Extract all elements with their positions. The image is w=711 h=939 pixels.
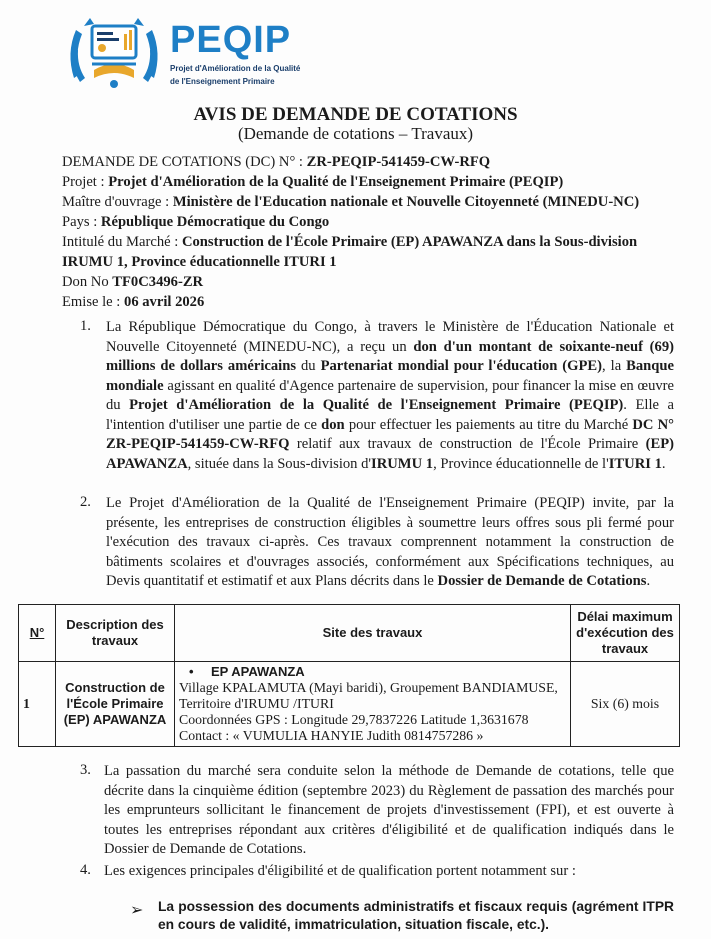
para1-text: relatif aux travaux de construction de l'École Primaire	[289, 436, 646, 452]
para1-bold: ITURI 1	[608, 455, 662, 472]
don-value: TF0C3496-ZR	[112, 274, 204, 290]
para1-text: , située dans la Sous-division d'	[187, 455, 372, 472]
works-table	[18, 604, 680, 747]
para3-number: 3.	[80, 762, 91, 778]
table-header-row	[19, 605, 680, 662]
para4-number: 4.	[80, 862, 91, 878]
para1-bold: don	[321, 416, 345, 433]
projet-label: Projet :	[62, 174, 109, 190]
para2-bold: Dossier de Demande de Cotations	[437, 573, 647, 589]
site-name	[179, 664, 566, 680]
site-contact: Contact : « VUMULIA HANYIE Judith 0814757286 »	[179, 728, 484, 743]
para1-text: La République Démocratique du Congo, à travers le Ministère de l'Éducation Nationale et Nouvelle Citoyenneté (MINEDU-NC), a reçu un	[106, 319, 674, 355]
brand-subtitle-line-2: de l'Enseignement Primaire	[170, 77, 275, 86]
para1-text: .	[661, 455, 666, 472]
cell-description: Construction de l'École Primaire (EP) APAWANZA	[56, 662, 175, 747]
para1-bold: DC N° ZR-PEQIP-541459-CW-RFQ	[106, 416, 675, 452]
para1-bold: IRUMU 1	[371, 455, 434, 472]
notice-metadata	[62, 152, 702, 312]
site-address: Village KPALAMUTA (Mayi baridi), Groupement BANDIAMUSE, Territoire d'IRUMU /ITURI	[179, 680, 558, 711]
projet-value: Projet d'Amélioration de la Qualité de l'Enseignement Primaire (PEQIP)	[108, 174, 564, 190]
para1-bold: Banque mondiale	[106, 358, 675, 394]
para1	[106, 318, 674, 474]
para1-text: pour effectuer les paiements au titre du Marché	[344, 416, 633, 433]
para1-bold: Partenariat mondial pour l'éducation (GPE)	[320, 358, 603, 374]
cell-site	[175, 662, 571, 747]
cell-delai: Six (6) mois	[571, 662, 680, 747]
para1-text: . Elle a l'intention d'utiliser une partie de ce	[106, 397, 674, 433]
cell-no: 1	[19, 662, 56, 747]
site-gps: Coordonnées GPS : Longitude 29,7837226 Latitude 1,3631678	[179, 712, 529, 727]
intitule-label: Intitulé du Marché :	[62, 234, 182, 250]
para1-bold: Projet d'Amélioration de la Qualité de l'Enseignement Primaire (PEQIP)	[129, 397, 624, 413]
col-header-no-text: N°	[29, 625, 45, 640]
emise-label: Emise le :	[62, 294, 125, 310]
para1-text: , Province éducationnelle de l'	[433, 455, 609, 472]
arrow-bullet-icon: ➢	[130, 902, 144, 919]
requirement-1: La possession des documents administratifs et fiscaux requis (agrément ITPR en cours de validité, immatriculation, situation fiscale, etc.).	[158, 899, 674, 932]
col-header-delai: Délai maximum d'exécution des travaux	[571, 605, 680, 662]
table-row	[19, 662, 680, 747]
col-header-site: Site des travaux	[175, 605, 571, 662]
para2-number: 2.	[80, 494, 91, 510]
para1-text: agissant en qualité d'Agence partenaire de supervision, pour financer la mise en œuvre du	[106, 377, 674, 413]
dc-label: DEMANDE DE COTATIONS (DC) N° :	[62, 154, 307, 170]
intitule-value-2: IRUMU 1, Province éducationnelle ITURI 1	[62, 254, 337, 270]
peqip-logo	[64, 8, 164, 92]
para3: La passation du marché sera conduite selon la méthode de Demande de cotations, telle que décrite dans la cinquième édition (septembre 2023) du Règlement de passation des marchés pour les emprunteurs sollicitant le financement de projets d'investissement (FPI), et est ouverte à toutes les entreprises répondant aux critères d'éligibilité et de qualification indiqués dans le Dossier de Demande de Cotations.	[104, 763, 674, 857]
bullet-icon: •	[189, 664, 194, 679]
maitre-value: Ministère de l'Education nationale et Nouvelle Citoyenneté (MINEDU-NC)	[172, 194, 640, 210]
emise-value: 06 avril 2026	[124, 294, 205, 310]
notice-subtitle: (Demande de cotations – Travaux)	[237, 124, 474, 143]
notice-title: AVIS DE DEMANDE DE COTATIONS	[193, 104, 518, 125]
para1-bold: don d'un montant de soixante-neuf (69) millions de dollars américains	[106, 338, 674, 374]
maitre-label: Maître d'ouvrage :	[62, 194, 173, 210]
para2-text: Le Projet d'Amélioration de la Qualité de l'Enseignement Primaire (PEQIP) invite, par la présente, les entreprises de construction éligibles à soumettre leurs offres sous pli fermé pour l'exécution des travaux ci-après. Ces travaux comprennent notamment la construction de bâtiments scolaires et d'ouvrages associés, conformément aux Spécifications techniques, au Devis quantitatif et estimatif et aux Plans décrits dans le	[106, 495, 674, 589]
brand-name: PEQIP	[170, 19, 292, 61]
para2-text: .	[646, 573, 651, 589]
para2	[106, 494, 674, 592]
para1-number: 1.	[80, 318, 91, 334]
dc-value: ZR-PEQIP-541459-CW-RFQ	[306, 154, 491, 170]
brand-subtitle-line-1: Projet d'Amélioration de la Qualité	[170, 64, 301, 73]
pays-label: Pays :	[62, 214, 101, 230]
intitule-value-1: Construction de l'École Primaire (EP) APAWANZA dans la Sous-division	[181, 234, 638, 250]
para1-text: du	[296, 358, 321, 374]
para4: Les exigences principales d'éligibilité et de qualification portent notamment sur :	[104, 863, 576, 879]
site-name-text: EP APAWANZA	[211, 664, 305, 679]
para1-bold: (EP) APAWANZA	[106, 436, 674, 472]
brand-block	[170, 20, 300, 86]
pays-value: République Démocratique du Congo	[100, 214, 330, 230]
don-label: Don No	[62, 274, 113, 290]
para1-text: , la	[602, 358, 627, 374]
col-header-description: Description des travaux	[56, 605, 175, 662]
col-header-no	[19, 605, 56, 662]
